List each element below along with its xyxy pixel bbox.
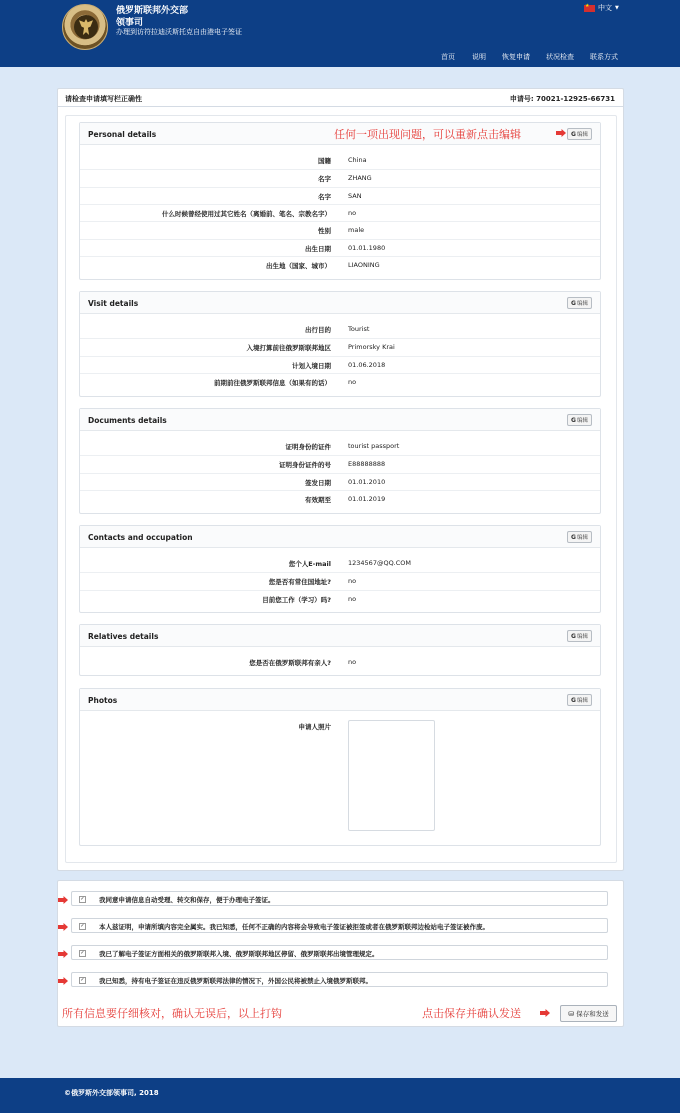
detail-row: 出行目的 Tourist — [305, 325, 370, 334]
section-title: Documents details — [88, 416, 167, 425]
detail-row: 证明身份证件的号 E88888888 — [80, 455, 600, 472]
panel-photos — [79, 688, 601, 846]
detail-row: 什么时候曾经使用过其它姓名（离婚前、笔名、宗教名字） no — [80, 204, 600, 221]
applicant-photo — [348, 720, 435, 831]
detail-row: 证明身份的证件 tourist passport — [285, 442, 400, 451]
panel-relatives-details — [79, 624, 601, 676]
checkbox-checked[interactable]: ✓ — [80, 896, 85, 902]
detail-row: 入境打算前往俄罗斯联邦地区 Primorsky Krai — [80, 338, 600, 355]
language-label: 中文 — [598, 4, 612, 12]
detail-row: 性别 male — [80, 221, 600, 238]
edit-relatives-button[interactable]: G 编辑 — [567, 630, 592, 642]
detail-row: 出生日期 01.01.1980 — [80, 239, 600, 256]
panel-contacts-occupation — [79, 525, 601, 613]
panel-visit-details — [79, 291, 601, 397]
section-title: Photos — [88, 696, 118, 705]
detail-row: 目前您工作（学习）吗? no — [80, 590, 600, 607]
org-subtitle: 办理到访符拉迪沃斯托克自由港电子签证 — [116, 28, 242, 36]
application-number: 申请号: 70021-12925-66731 — [509, 95, 615, 103]
checkbox-checked[interactable]: ✓ — [80, 977, 85, 983]
review-card-header — [58, 89, 623, 107]
site-header — [0, 0, 680, 67]
google-g-icon: G — [571, 696, 576, 704]
detail-row: 您是否有常住国地址? no — [80, 572, 600, 589]
footer-copyright: ©俄罗斯外交部领事司, 2018 — [64, 1089, 159, 1097]
consent-checkbox-row[interactable]: ✓ 本人兹证明，申请所填内容完全属实。我已知悉，任何不正确的内容将会导致电子签证被拒签或者在俄罗斯联邦边检站电子签证被作废。 — [71, 918, 608, 933]
coat-of-arms-logo — [62, 4, 108, 50]
google-g-icon: G — [571, 299, 576, 307]
org-department: 领事司 — [116, 18, 144, 28]
save-and-send-button[interactable]: ⛁ 保存和发送 — [560, 1005, 617, 1022]
google-g-icon: G — [571, 632, 576, 640]
section-title: Relatives details — [88, 632, 159, 641]
detail-row: 有效期至 01.01.2019 — [80, 490, 600, 507]
checkbox-checked[interactable]: ✓ — [80, 950, 85, 956]
edit-contacts-button[interactable]: G 编辑 — [567, 531, 592, 543]
china-flag-icon — [584, 5, 595, 12]
nav-contact[interactable]: 联系方式 — [590, 53, 618, 61]
nav-instructions[interactable]: 说明 — [472, 53, 486, 61]
org-name: 俄罗斯联邦外交部 — [116, 6, 189, 16]
language-selector[interactable] — [584, 3, 619, 13]
edit-hint-annotation: 任何一项出现问题，可以重新点击编辑 — [334, 128, 521, 141]
site-footer — [0, 1078, 680, 1113]
google-g-icon: G — [571, 130, 576, 138]
detail-row: 您个人E-mail 1234567@QQ.COM — [288, 559, 412, 568]
nav-restore-application[interactable]: 恢复申请 — [502, 53, 530, 61]
google-g-icon: G — [571, 533, 576, 541]
consent-checkbox-row[interactable]: ✓ 我已知悉，持有电子签证在违反俄罗斯联邦法律的情况下，外国公民将被禁止入境俄罗斯联邦。 — [71, 972, 608, 987]
detail-row: 出生地（国家、城市） LIAONING — [80, 256, 600, 273]
edit-visit-button[interactable]: G 编辑 — [567, 297, 592, 309]
nav-home[interactable]: 首页 — [441, 53, 455, 61]
detail-row: 您是否在俄罗斯联邦有亲人? no — [249, 658, 357, 667]
edit-personal-button[interactable]: G 编辑 — [567, 128, 592, 140]
panel-personal-details — [79, 122, 601, 280]
detail-row: 前期前往俄罗斯联邦信息（如果有的话） no — [80, 373, 600, 390]
page-title: 请检查申请填写栏正确性 — [65, 95, 142, 103]
detail-row: 名字 SAN — [80, 187, 600, 204]
checkbox-checked[interactable]: ✓ — [80, 923, 85, 929]
consent-checkbox-row[interactable]: ✓ 我同意申请信息自动受理、转交和保存，便于办理电子签证。 — [71, 891, 608, 906]
section-title: Contacts and occupation — [88, 533, 193, 542]
edit-photos-button[interactable]: G 编辑 — [567, 694, 592, 706]
nav-status-check[interactable]: 状况检查 — [546, 53, 574, 61]
section-title: Personal details — [88, 130, 157, 139]
floppy-disk-icon: ⛁ — [568, 1009, 575, 1018]
detail-row: 申请人照片 — [80, 718, 600, 848]
detail-row: 名字 ZHANG — [80, 169, 600, 186]
detail-row: 国籍 China — [318, 156, 367, 165]
panel-documents-details — [79, 408, 601, 514]
edit-documents-button[interactable]: G 编辑 — [567, 414, 592, 426]
checkbox-hint-annotation: 所有信息要仔细核对，确认无误后，以上打钩 — [62, 1007, 282, 1020]
consent-checkbox-row[interactable]: ✓ 我已了解电子签证方面相关的俄罗斯联邦入境、俄罗斯联邦地区停留、俄罗斯联邦出境管理规定。 — [71, 945, 608, 960]
save-hint-annotation: 点击保存并确认发送 — [422, 1007, 521, 1020]
caret-down-icon: ▼ — [615, 5, 619, 11]
detail-row: 计划入境日期 01.06.2018 — [80, 356, 600, 373]
detail-row: 签发日期 01.01.2010 — [80, 473, 600, 490]
google-g-icon: G — [571, 416, 576, 424]
section-title: Visit details — [88, 299, 139, 308]
